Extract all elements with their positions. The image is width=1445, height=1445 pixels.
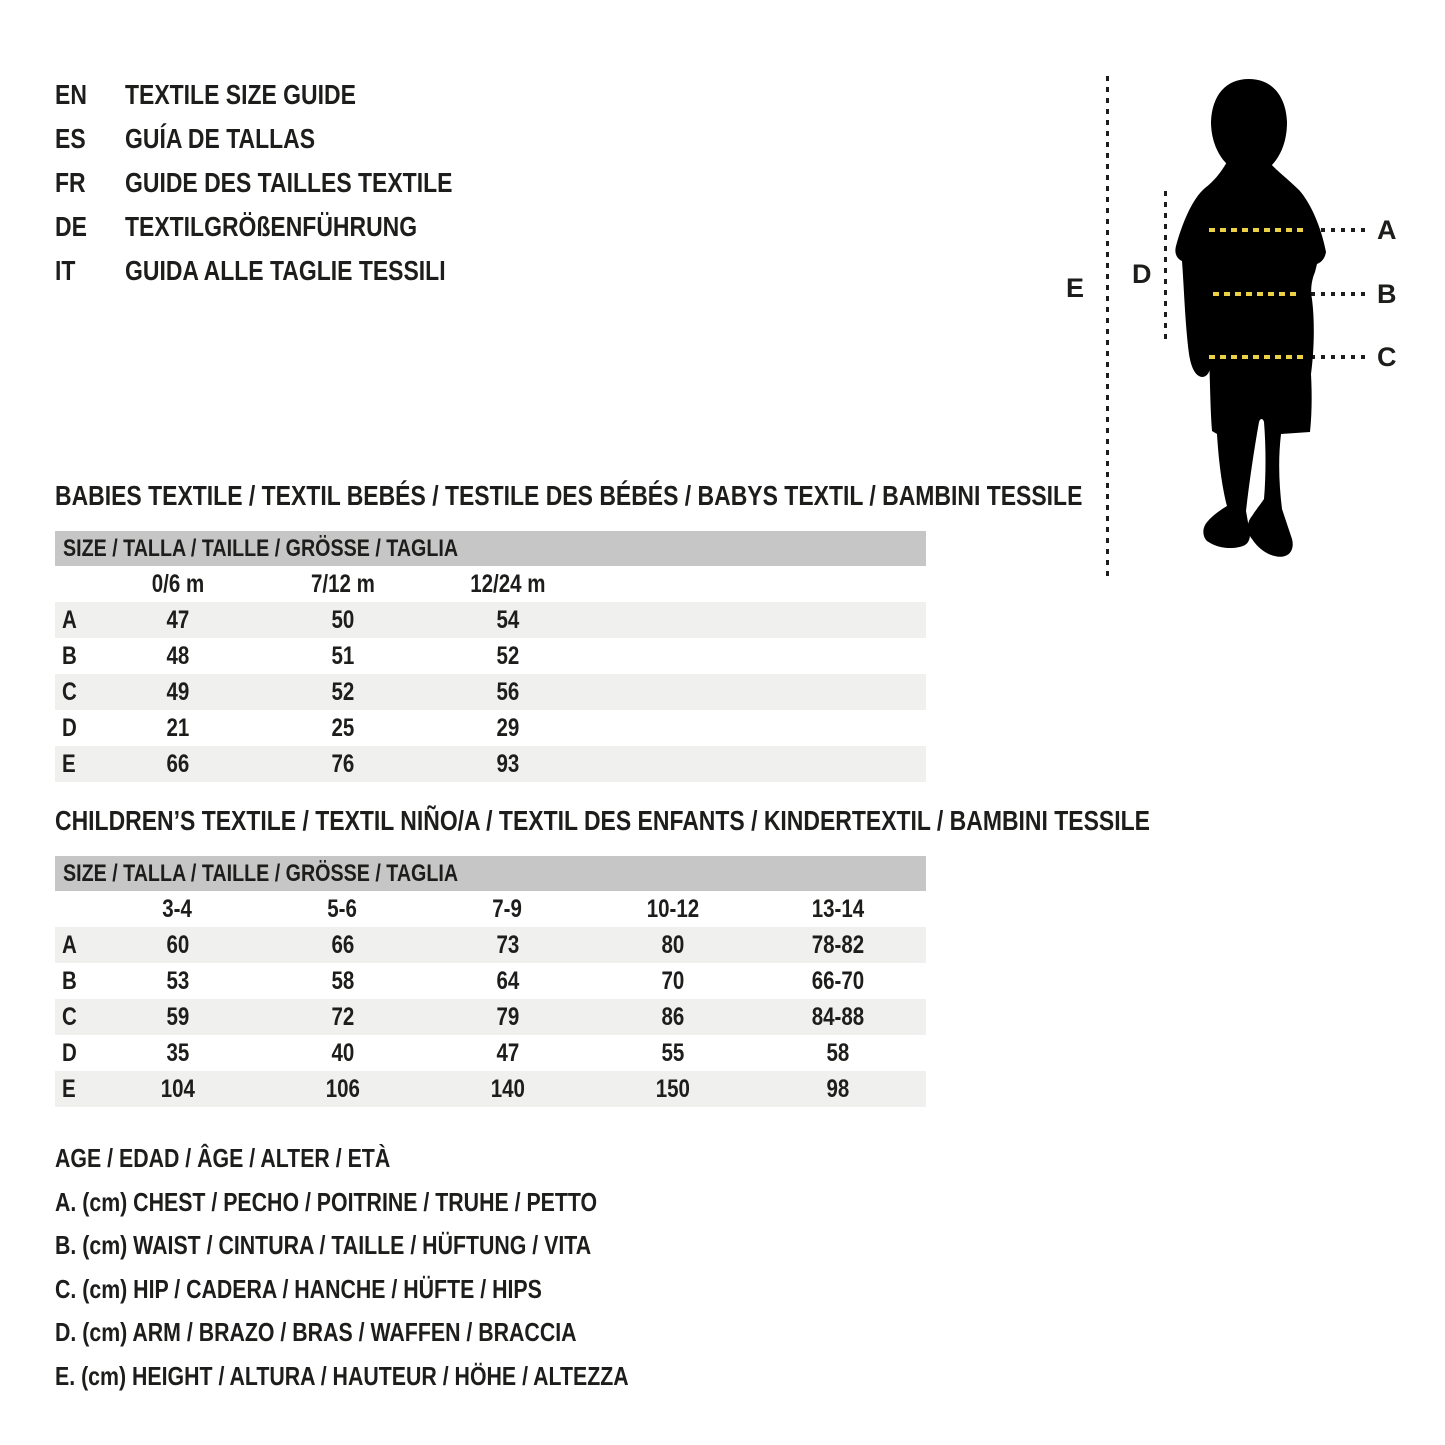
cell: 60 [166,931,189,959]
cell: 47 [166,606,189,634]
cell: 25 [331,714,354,742]
row-label: A [62,931,77,959]
column-header-row [55,566,926,602]
waist-marker-label: B [1377,279,1397,309]
height-marker-label: E [1066,273,1085,303]
language-row-it [55,256,524,300]
row-label: E [62,1075,76,1103]
cell: 140 [490,1075,525,1103]
row-label: A [62,606,77,634]
cell: 66 [331,931,354,959]
table-row-d [55,1035,926,1071]
table-row-b [55,638,926,674]
column-header: 0/6 m [151,570,204,598]
language-code: EN [55,79,87,110]
cell: 35 [166,1039,189,1067]
legend-line-arm: D. (cm) ARM / BRAZO / BRAS / WAFFEN / BRACCIA [55,1317,577,1347]
row-label: E [62,750,76,778]
table-row-b [55,963,926,999]
language-title-list [55,80,524,300]
hip-line-on-body-icon [1209,355,1308,359]
hip-marker-label: C [1377,342,1397,372]
column-header: 5-6 [327,895,358,923]
cell: 79 [496,1003,519,1031]
cell: 66 [166,750,189,778]
chest-line-on-body-icon [1209,228,1308,232]
cell: 84-88 [811,1003,864,1031]
column-header-row [55,891,926,927]
cell: 40 [331,1039,354,1067]
language-row-es [55,124,524,168]
legend-line-waist: B. (cm) WAIST / CINTURA / TAILLE / HÜFTUNG / VITA [55,1230,592,1260]
chest-marker-label: A [1377,215,1397,245]
language-code: FR [55,167,86,198]
cell: 73 [496,931,519,959]
language-row-fr [55,168,524,212]
cell: 59 [166,1003,189,1031]
cell: 51 [331,642,354,670]
language-title: GUIDA ALLE TAGLIE TESSILI [125,255,446,286]
cell: 72 [331,1003,354,1031]
column-header: 10-12 [646,895,699,923]
cell: 52 [331,678,354,706]
column-header: 7/12 m [310,570,375,598]
table-row-e [55,746,926,782]
cell: 58 [826,1039,849,1067]
cell: 70 [661,967,684,995]
cell: 54 [496,606,519,634]
cell: 58 [331,967,354,995]
row-label: C [62,1003,77,1031]
row-label: C [62,678,77,706]
waist-line-on-body-icon [1213,292,1300,296]
legend-line-age: AGE / EDAD / ÂGE / ALTER / ETÀ [55,1143,391,1173]
cell: 55 [661,1039,684,1067]
column-header: 3-4 [162,895,193,923]
language-row-de [55,212,524,256]
table-row-e [55,1071,926,1107]
row-label: D [62,714,77,742]
row-label: B [62,967,77,995]
measurement-legend [55,1143,755,1404]
language-code: DE [55,211,87,242]
cell: 56 [496,678,519,706]
column-header: 12/24 m [469,570,546,598]
cell: 29 [496,714,519,742]
babies-size-table [55,531,926,782]
legend-line-chest: A. (cm) CHEST / PECHO / POITRINE / TRUHE / PETTO [55,1186,598,1217]
language-title: GUIDE DES TAILLES TEXTILE [125,167,453,198]
language-title: TEXTILE SIZE GUIDE [125,79,356,110]
table-size-header: SIZE / TALLA / TAILLE / GRÖSSE / TAGLIA [55,531,926,566]
cell: 66-70 [811,967,864,995]
table-row-c [55,999,926,1035]
language-code: ES [55,123,86,154]
language-code: IT [55,255,76,286]
cell: 64 [496,967,519,995]
child-silhouette-icon [1165,75,1340,580]
cell: 53 [166,967,189,995]
arm-marker-label: D [1132,259,1152,289]
language-row-en [55,80,524,124]
cell: 104 [160,1075,195,1103]
row-label: B [62,642,77,670]
children-section-title: CHILDREN’S TEXTILE / TEXTIL NIÑO/A / TEXTIL DES ENFANTS / KINDERTEXTIL / BAMBINI TESSILE [55,805,1150,836]
legend-line-hip: C. (cm) HIP / CADERA / HANCHE / HÜFTE / HIPS [55,1273,542,1304]
cell: 106 [325,1075,360,1103]
cell: 78-82 [811,931,864,959]
legend-line-height: E. (cm) HEIGHT / ALTURA / HAUTEUR / HÖHE / ALTEZZA [55,1360,629,1391]
cell: 93 [496,750,519,778]
language-title: GUÍA DE TALLAS [125,123,316,154]
table-row-c [55,674,926,710]
table-row-a [55,602,926,638]
cell: 47 [496,1039,519,1067]
cell: 50 [331,606,354,634]
cell: 80 [661,931,684,959]
column-header: 7-9 [492,895,523,923]
cell: 150 [655,1075,690,1103]
cell: 76 [331,750,354,778]
cell: 98 [826,1075,849,1103]
cell: 86 [661,1003,684,1031]
table-row-d [55,710,926,746]
cell: 48 [166,642,189,670]
cell: 52 [496,642,519,670]
cell: 49 [166,678,189,706]
column-header: 13-14 [811,895,864,923]
table-row-a [55,927,926,963]
children-size-table [55,856,926,1107]
table-size-header: SIZE / TALLA / TAILLE / GRÖSSE / TAGLIA [55,856,926,891]
row-label: D [62,1039,77,1067]
language-title: TEXTILGRÖßENFÜHRUNG [125,211,418,242]
cell: 21 [166,714,189,742]
babies-section-title: BABIES TEXTILE / TEXTIL BEBÉS / TESTILE DES BÉBÉS / BABYS TEXTIL / BAMBINI TESSILE [55,480,1083,511]
